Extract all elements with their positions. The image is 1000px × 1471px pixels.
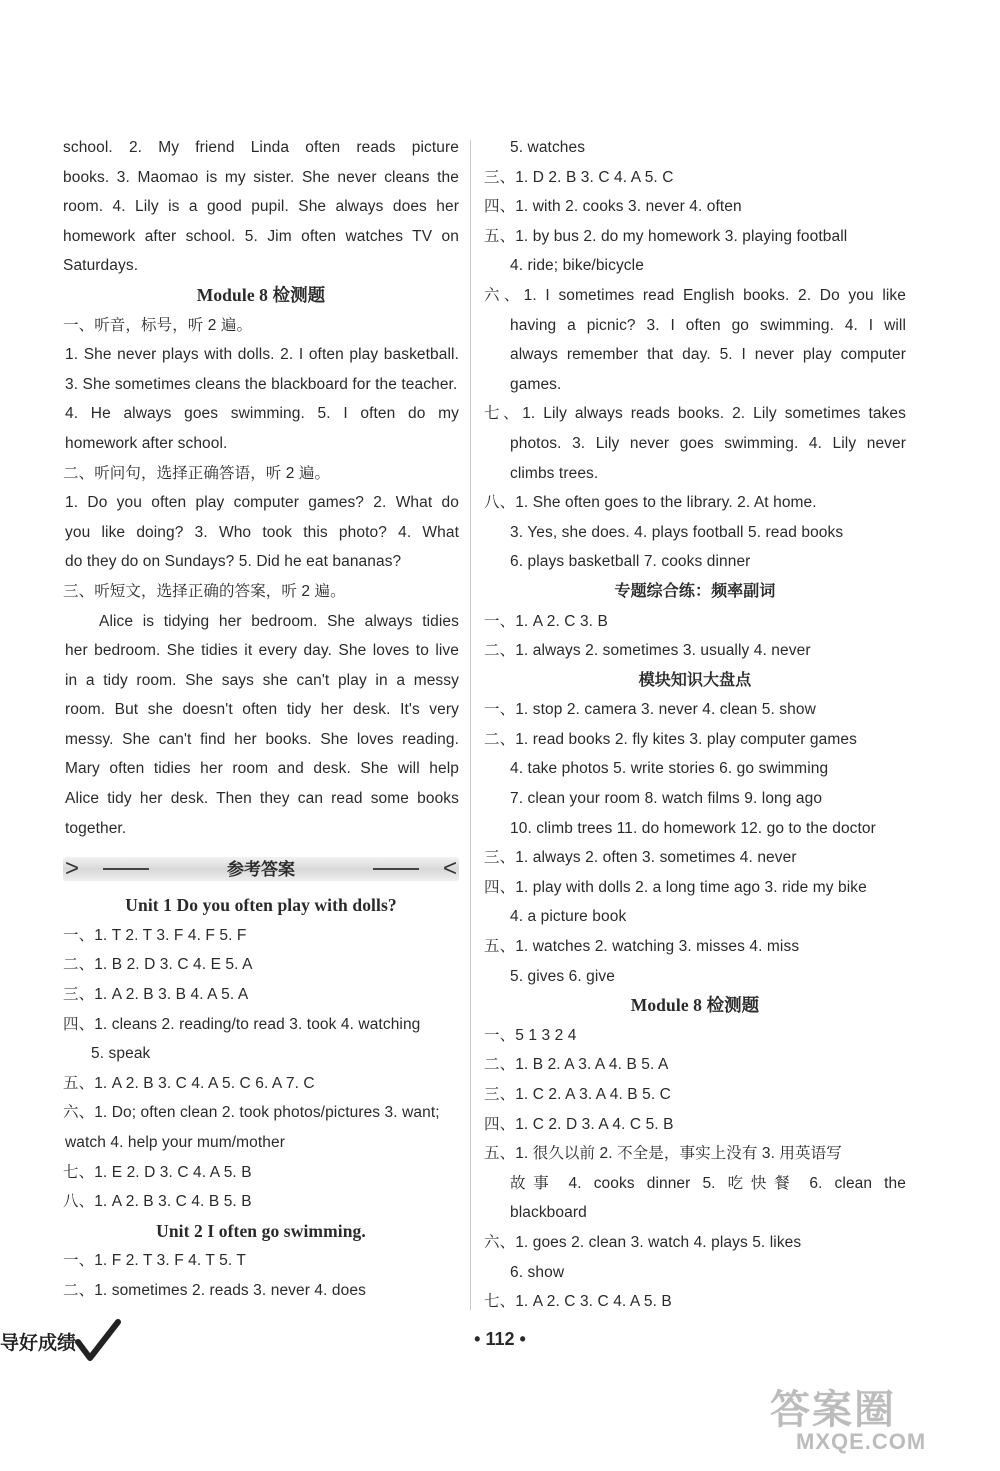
watermark-logo: 答案圈: [770, 1388, 896, 1432]
passage-line: messy. She can't find her books. She loves reading.: [65, 730, 459, 748]
banner-dash: [373, 868, 419, 870]
answer-line: 4. take photos 5. write stories 6. go swimming: [510, 760, 829, 778]
text-line: room. 4. Lily is a good pupil. She always does her: [63, 198, 459, 216]
unit-title: Unit 2 I often go swimming.: [156, 1220, 366, 1241]
answer-line: 7. clean your room 8. watch films 9. long ago: [510, 790, 823, 808]
answer-line: 三、1. D 2. B 3. C 4. A 5. C: [484, 168, 674, 186]
question-heading: 三、听短文，选择正确的答案，听 2 遍。: [63, 582, 346, 600]
answer-line: 一、1. T 2. T 3. F 4. F 5. F: [63, 926, 247, 944]
answer-line: 一、1. A 2. C 3. B: [484, 612, 608, 630]
brand-logo: 导好成绩: [0, 1333, 77, 1354]
answer-line: 四、1. play with dolls 2. a long time ago 3. ride my bike: [484, 878, 867, 896]
answer-line: 一、1. F 2. T 3. F 4. T 5. T: [63, 1252, 246, 1270]
answer-line: 二、1. B 2. A 3. A 4. B 5. A: [484, 1056, 669, 1074]
section-heading: 模块知识大盘点: [638, 671, 752, 689]
answer-line: 八、1. She often goes to the library. 2. At home.: [484, 494, 817, 512]
answer-line: games.: [510, 375, 562, 393]
text-line: 3. She sometimes cleans the blackboard for the teacher.: [65, 375, 458, 393]
answer-key-banner: [63, 849, 459, 889]
answer-line: 六、1. I sometimes read English books. 2. Do you like: [484, 286, 906, 304]
passage-line: Mary often tidies her room and desk. She will help: [65, 760, 459, 778]
answer-line: 4. ride; bike/bicycle: [510, 257, 644, 275]
column-divider: [470, 140, 471, 1310]
answer-line: always remember that day. 5. I never play computer: [510, 346, 906, 364]
watermark: [770, 1378, 926, 1455]
answer-line: 4. a picture book: [510, 908, 627, 926]
answer-line: 三、1. always 2. often 3. sometimes 4. never: [484, 849, 797, 867]
text-line: 1. She never plays with dolls. 2. I often play basketball.: [65, 346, 459, 364]
answer-line: 6. show: [510, 1263, 565, 1281]
text-line: books. 3. Maomao is my sister. She never cleans the: [63, 168, 459, 186]
answer-line: 二、1. sometimes 2. reads 3. never 4. does: [63, 1281, 366, 1299]
left-column: [63, 133, 459, 1306]
watermark-url: MXQE.COM: [796, 1429, 927, 1454]
arrow-right-icon: >: [65, 855, 80, 883]
answer-line: 二、1. B 2. D 3. C 4. E 5. A: [63, 956, 253, 974]
text-line: you like doing? 3. Who took this photo? 4. What: [65, 523, 459, 541]
question-heading: 二、听问句，选择正确答语，听 2 遍。: [63, 464, 331, 482]
text-line: do they do on Sundays? 5. Did he eat bananas?: [65, 553, 402, 571]
text-line: 4. He always goes swimming. 5. I often do my: [65, 405, 459, 423]
passage-line: Alice tidy her desk. Then they can read some books: [65, 790, 459, 808]
answer-line: 二、1. read books 2. fly kites 3. play computer games: [484, 730, 857, 748]
answer-line: 五、1. 很久以前 2. 不全是，事实上没有 3. 用英语写: [484, 1145, 842, 1163]
answer-line: 故事 4. cooks dinner 5. 吃快餐 6. clean the: [510, 1174, 906, 1192]
section-heading: 专题综合练：频率副词: [614, 582, 776, 600]
answer-line: 三、1. C 2. A 3. A 4. B 5. C: [484, 1086, 671, 1103]
answer-line: 五、1. A 2. B 3. C 4. A 5. C 6. A 7. C: [63, 1074, 315, 1092]
section-heading: Module 8 检测题: [630, 995, 760, 1016]
answer-line: climbs trees.: [510, 464, 599, 482]
passage-line: together.: [65, 819, 127, 837]
answer-line: 10. climb trees 11. do homework 12. go to the doctor: [510, 819, 876, 837]
answer-line: watch 4. help your mum/mother: [65, 1134, 285, 1151]
answer-line: 七、1. Lily always reads books. 2. Lily sometimes takes: [484, 405, 906, 423]
answer-line: 六、1. Do; often clean 2. took photos/pictures 3. want;: [63, 1104, 440, 1122]
text-line: 1. Do you often play computer games? 2. What do: [65, 494, 459, 512]
question-heading: 一、听音，标号，听 2 遍。: [63, 316, 253, 334]
answer-line: 5. gives 6. give: [510, 967, 615, 985]
unit-title: Unit 1 Do you often play with dolls?: [125, 895, 397, 916]
text-line: homework after school. 5. Jim often watches TV on: [63, 227, 459, 245]
passage-line: room. But she doesn't often tidy her desk. It's very: [65, 701, 459, 719]
answer-line: blackboard: [510, 1204, 587, 1222]
answer-line: 5. speak: [91, 1045, 151, 1063]
answer-line: 6. plays basketball 7. cooks dinner: [510, 553, 751, 571]
answer-line: 五、1. by bus 2. do my homework 3. playing football: [484, 227, 848, 245]
answer-line: having a picnic? 3. I often go swimming. 4. I will: [510, 316, 906, 334]
answer-line: 四、1. C 2. D 3. A 4. C 5. B: [484, 1115, 674, 1133]
answer-line: 一、1. stop 2. camera 3. never 4. clean 5. show: [484, 701, 816, 719]
answer-line: 四、1. cleans 2. reading/to read 3. took 4. watching: [63, 1015, 421, 1033]
answer-line: photos. 3. Lily never goes swimming. 4. Lily never: [510, 434, 906, 452]
answer-line: 5. watches: [510, 139, 586, 156]
arrow-left-icon: <: [442, 855, 457, 883]
answer-line: 3. Yes, she does. 4. plays football 5. read books: [510, 523, 844, 541]
text-line: homework after school.: [65, 434, 228, 452]
passage-line: in a tidy room. She says she can't play in a messy: [65, 671, 459, 689]
answer-line: 二、1. always 2. sometimes 3. usually 4. never: [484, 642, 811, 660]
answer-line: 七、1. A 2. C 3. C 4. A 5. B: [484, 1293, 672, 1311]
passage-line: her bedroom. She tidies it every day. She loves to live: [65, 642, 459, 660]
passage-line: Alice is tidying her bedroom. She always tidies: [99, 612, 459, 630]
answer-line: 三、1. A 2. B 3. B 4. A 5. A: [63, 986, 249, 1004]
banner-title: 参考答案: [227, 860, 295, 880]
text-line: school. 2. My friend Linda often reads picture: [63, 139, 459, 156]
answer-line: 七、1. E 2. D 3. C 4. A 5. B: [63, 1163, 252, 1181]
answer-line: 八、1. A 2. B 3. C 4. B 5. B: [63, 1193, 252, 1211]
right-column: [484, 133, 906, 1317]
page-number: • 112 •: [474, 1329, 526, 1349]
section-heading: Module 8 检测题: [196, 284, 326, 305]
text-line: Saturdays.: [63, 257, 139, 275]
answer-line: 六、1. goes 2. clean 3. watch 4. plays 5. likes: [484, 1233, 802, 1251]
checkmark-icon: [74, 1318, 122, 1364]
answer-line: 五、1. watches 2. watching 3. misses 4. miss: [484, 938, 800, 956]
answer-line: 四、1. with 2. cooks 3. never 4. often: [484, 198, 742, 216]
answer-line: 一、5 1 3 2 4: [484, 1026, 577, 1044]
